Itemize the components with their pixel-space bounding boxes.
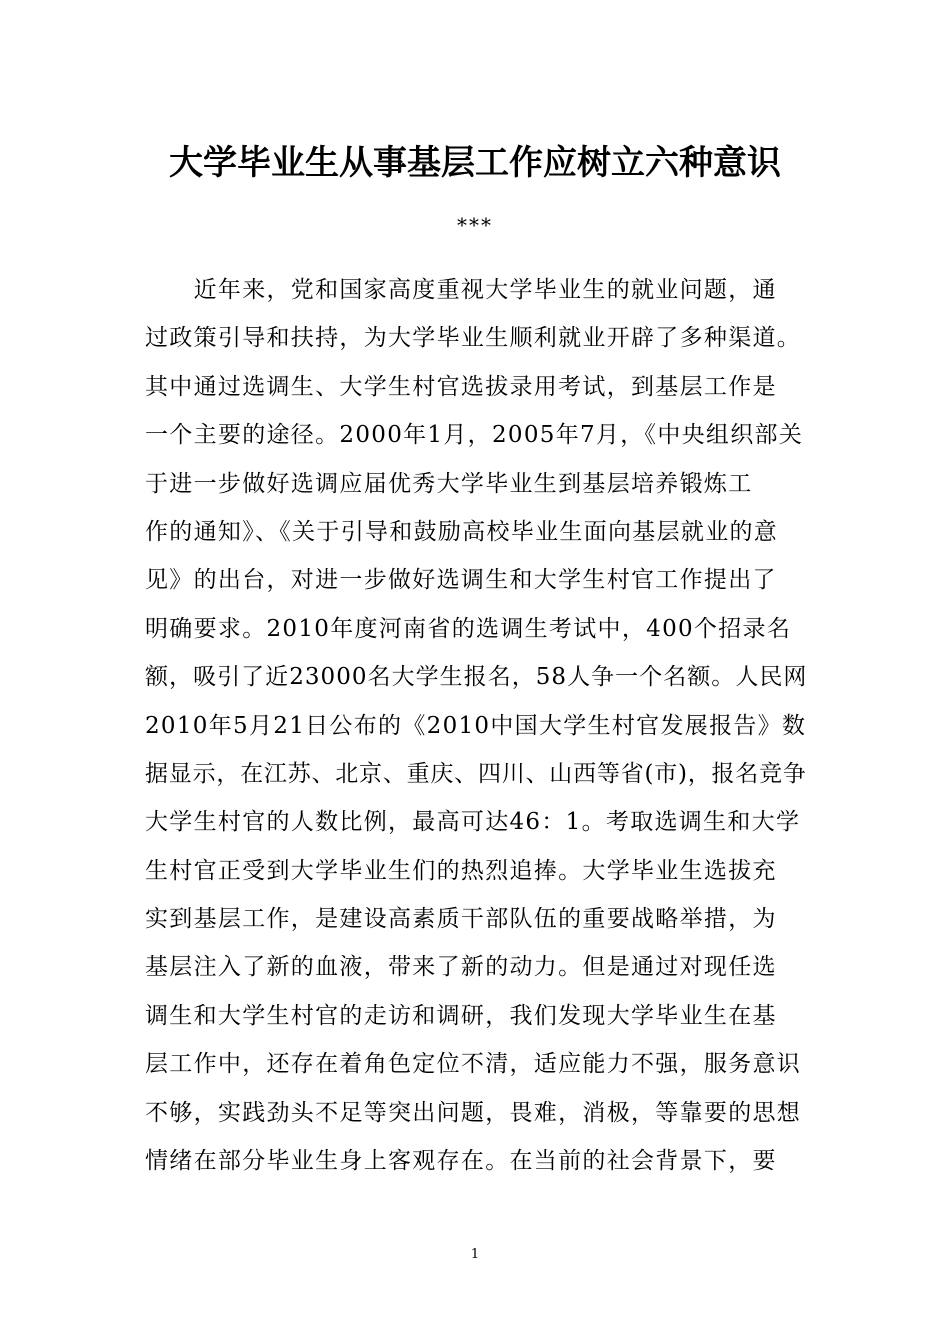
document-author: ***	[457, 213, 493, 237]
page-number: 1	[470, 1247, 480, 1262]
body-line: 生村官正受到大学毕业生们的热烈追捧。大学毕业生选拔充	[145, 857, 777, 884]
body-line: 近年来，党和国家高度重视大学毕业生的就业问题，通	[145, 277, 777, 303]
body-line: 明确要求。2010年度河南省的选调生考试中，400个招录名	[145, 615, 792, 642]
document-body	[145, 266, 807, 1185]
body-line: 据显示，在江苏、北京、重庆、四川、山西等省(市)，报名竞争	[145, 760, 807, 787]
body-line: 额，吸引了近23000名大学生报名，58人争一个名额。人民网	[145, 664, 808, 691]
body-line: 2010年5月21日公布的《2010中国大学生村官发展报告》数	[145, 712, 807, 739]
body-line: 实到基层工作，是建设高素质干部队伍的重要战略举措，为	[145, 906, 777, 933]
body-line: 作的通知》、《关于引导和鼓励高校毕业生面向基层就业的意	[145, 518, 779, 545]
body-line: 见》的出台，对进一步做好选调生和大学生村官工作提出了	[145, 567, 777, 594]
body-line: 调生和大学生村官的走访和调研，我们发现大学毕业生在基	[145, 1002, 777, 1029]
body-line: 基层注入了新的血液，带来了新的动力。但是通过对现任选	[145, 954, 777, 981]
body-line: 过政策引导和扶持，为大学毕业生顺利就业开辟了多种渠道。	[145, 325, 802, 352]
body-line: 于进一步做好选调应届优秀大学毕业生到基层培养锻炼工	[145, 470, 753, 497]
body-line: 不够，实践劲头不足等突出问题，畏难，消极，等靠要的思想	[145, 1099, 802, 1126]
body-line: 层工作中，还存在着角色定位不清，适应能力不强，服务意识	[145, 1051, 802, 1078]
body-line: 其中通过选调生、大学生村官选拔录用考试，到基层工作是	[145, 373, 777, 400]
body-line: 情绪在部分毕业生身上客观存在。在当前的社会背景下，要	[145, 1148, 777, 1175]
document-title: 大学毕业生从事基层工作应树立六种意识	[169, 143, 781, 183]
body-line: 大学生村官的人数比例，最高可达46：1。考取选调生和大学	[145, 809, 801, 836]
body-line: 一个主要的途径。2000年1月，2005年7月，《中央组织部关	[145, 422, 804, 449]
